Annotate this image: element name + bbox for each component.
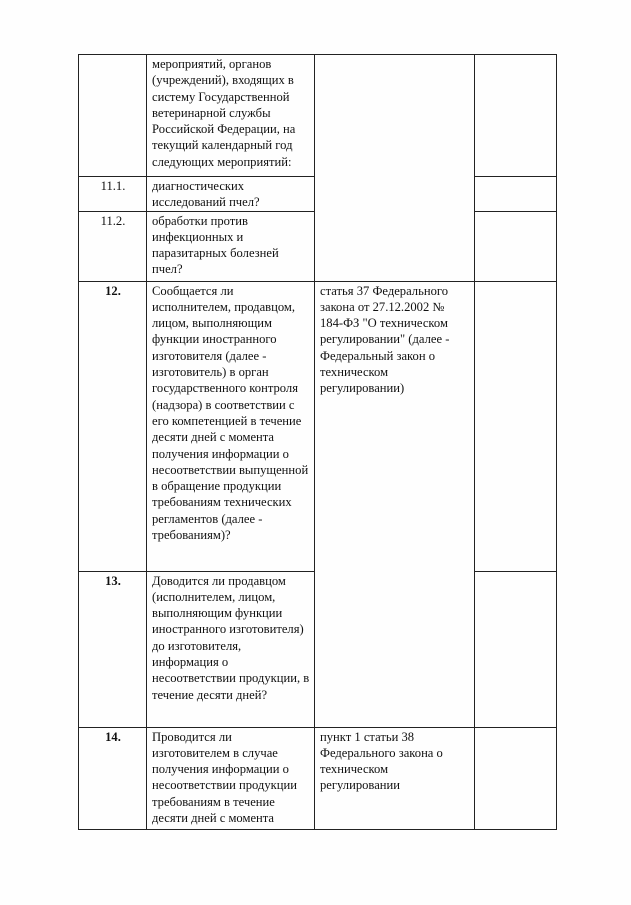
row-question: мероприятий, органов (учреждений), входящих в систему Государственной ветеринарной службы Российской Федерации, на текущий календарный год следующих мероприятий: [147, 55, 315, 177]
row-number: 14. [79, 727, 147, 829]
row-answer-cell [475, 727, 557, 829]
row-number [79, 55, 147, 177]
row-question: Проводится ли изготовителем в случае получения информации о несоответствии продукции требованиям в течение десяти дней с момента [147, 727, 315, 829]
row-number: 12. [79, 281, 147, 571]
table-row [79, 55, 557, 177]
row-answer-cell [475, 571, 557, 727]
row-number: 11.1. [79, 177, 147, 212]
checklist-table [78, 54, 557, 830]
row-question: диагностических исследований пчел? [147, 177, 315, 212]
row-question: Сообщается ли исполнителем, продавцом, лицом, выполняющим функции иностранного изготовителя (далее - изготовитель) в орган государственного контроля (надзора) в соответствии с его компетенцией в течение десяти дней с момента получения информации о несоответствии выпущенной в обращение продукции требованиям технических регламентов (далее - требованиям)? [147, 281, 315, 571]
row-question: Доводится ли продавцом (исполнителем, лицом, выполняющим функции иностранного изготовителя) до изготовителя, информация о несоответствии продукции, в течение десяти дней? [147, 571, 315, 727]
row-reference: пункт 1 статьи 38 Федерального закона о техническом регулировании [315, 727, 475, 829]
row-question: обработки против инфекционных и паразитарных болезней пчел? [147, 211, 315, 281]
table-row [79, 281, 557, 571]
table-row [79, 727, 557, 829]
row-number: 13. [79, 571, 147, 727]
row-answer-cell [475, 177, 557, 212]
row-answer-cell [475, 55, 557, 177]
row-number: 11.2. [79, 211, 147, 281]
row-reference: статья 37 Федерального закона от 27.12.2002 № 184-ФЗ "О техническом регулировании" (далее - Федеральный закон о техническом регулировании) [315, 281, 475, 727]
row-answer-cell [475, 211, 557, 281]
row-answer-cell [475, 281, 557, 571]
row-reference [315, 55, 475, 282]
